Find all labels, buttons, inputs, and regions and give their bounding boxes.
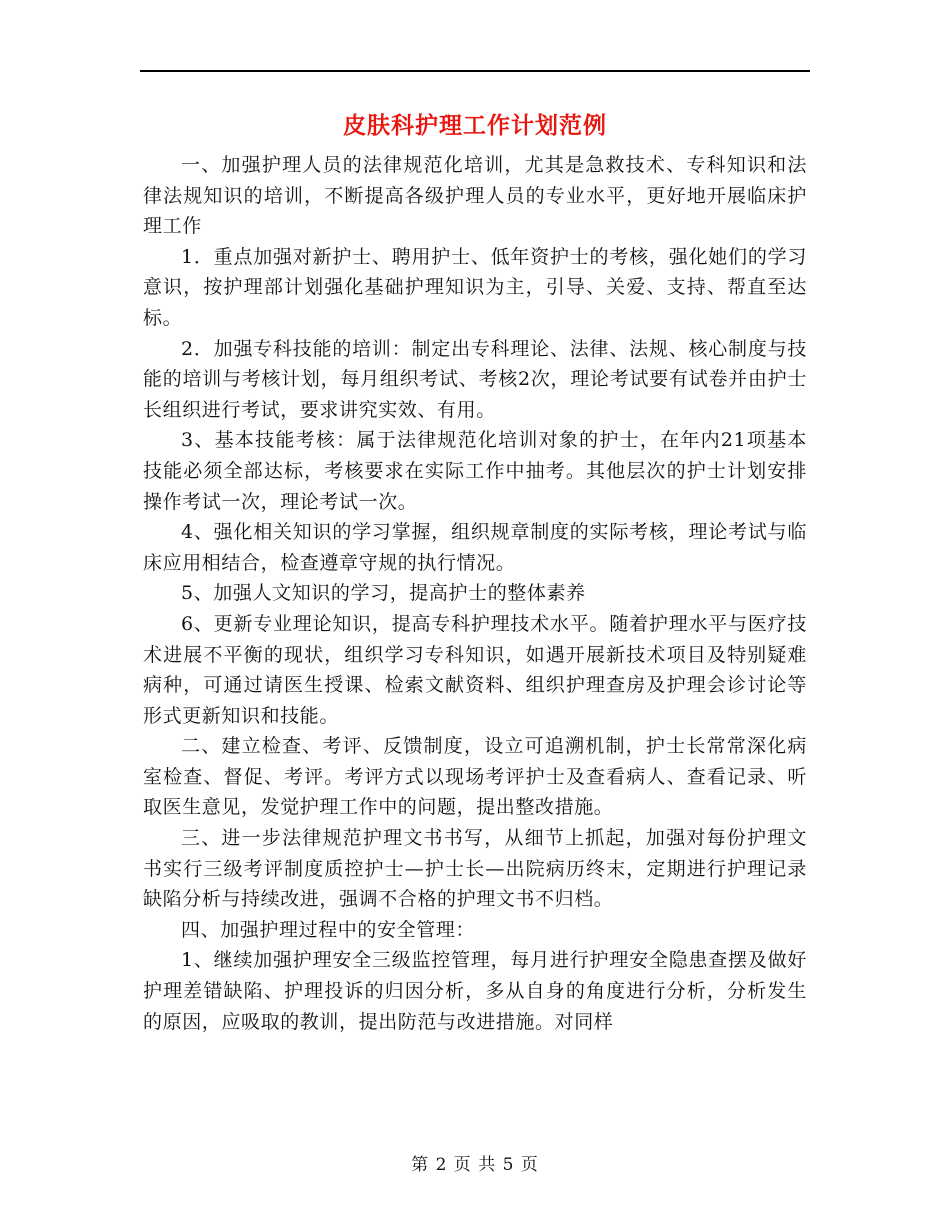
paragraph: 一、加强护理人员的法律规范化培训，尤其是急救技术、专科知识和法律法规知识的培训，不断提高各级护理人员的专业水平，更好地开展临床护理工作	[143, 154, 807, 238]
paragraph: 四、加强护理过程中的安全管理：	[181, 918, 476, 941]
paragraph: 1．重点加强对新护士、聘用护士、低年资护士的考核，强化她们的学习意识，按护理部计划强化基础护理知识为主，引导、关爱、支持、帮直至达标。	[143, 245, 807, 329]
page-number: 第 2 页 共 5 页	[411, 1155, 539, 1175]
paragraph: 3、基本技能考核：属于法律规范化培训对象的护士，在年内21项基本技能必须全部达标，考核要求在实际工作中抽考。其他层次的护士计划安排操作考试一次，理论考试一次。	[143, 429, 807, 513]
document-title: 皮肤科护理工作计划范例	[343, 112, 607, 139]
paragraph: 4、强化相关知识的学习掌握，组织规章制度的实际考核，理论考试与临床应用相结合，检查遵章守规的执行情况。	[143, 521, 807, 574]
document-body	[143, 150, 807, 1037]
paragraph: 三、进一步法律规范护理文书书写，从细节上抓起，加强对每份护理文书实行三级考评制度质控护士—护士长—出院病历终末，定期进行护理记录缺陷分析与持续改进，强调不合格的护理文书不归档。	[143, 827, 807, 911]
paragraph: 5、加强人文知识的学习，提高护士的整体素养	[181, 582, 586, 605]
paragraph: 1、继续加强护理安全三级监控管理，每月进行护理安全隐患查摆及做好护理差错缺陷、护理投诉的归因分析，多从自身的角度进行分析，分析发生的原因，应吸取的教训，提出防范与改进措施。对同样	[143, 949, 807, 1033]
paragraph: 二、建立检查、考评、反馈制度，设立可追溯机制，护士长常常深化病室检查、督促、考评。考评方式以现场考评护士及查看病人、查看记录、听取医生意见，发觉护理工作中的问题，提出整改措施。	[143, 735, 807, 819]
paragraph: 2．加强专科技能的培训：制定出专科理论、法律、法规、核心制度与技能的培训与考核计划，每月组织考试、考核2次，理论考试要有试卷并由护士长组织进行考试，要求讲究实效、有用。	[143, 337, 807, 421]
header-rule	[140, 70, 810, 72]
paragraph: 6、更新专业理论知识，提高专科护理技术水平。随着护理水平与医疗技术进展不平衡的现状，组织学习专科知识，如遇开展新技术项目及特别疑难病种，可通过请医生授课、检索文献资料、组织护理查房及护理会诊讨论等形式更新知识和技能。	[143, 612, 807, 727]
